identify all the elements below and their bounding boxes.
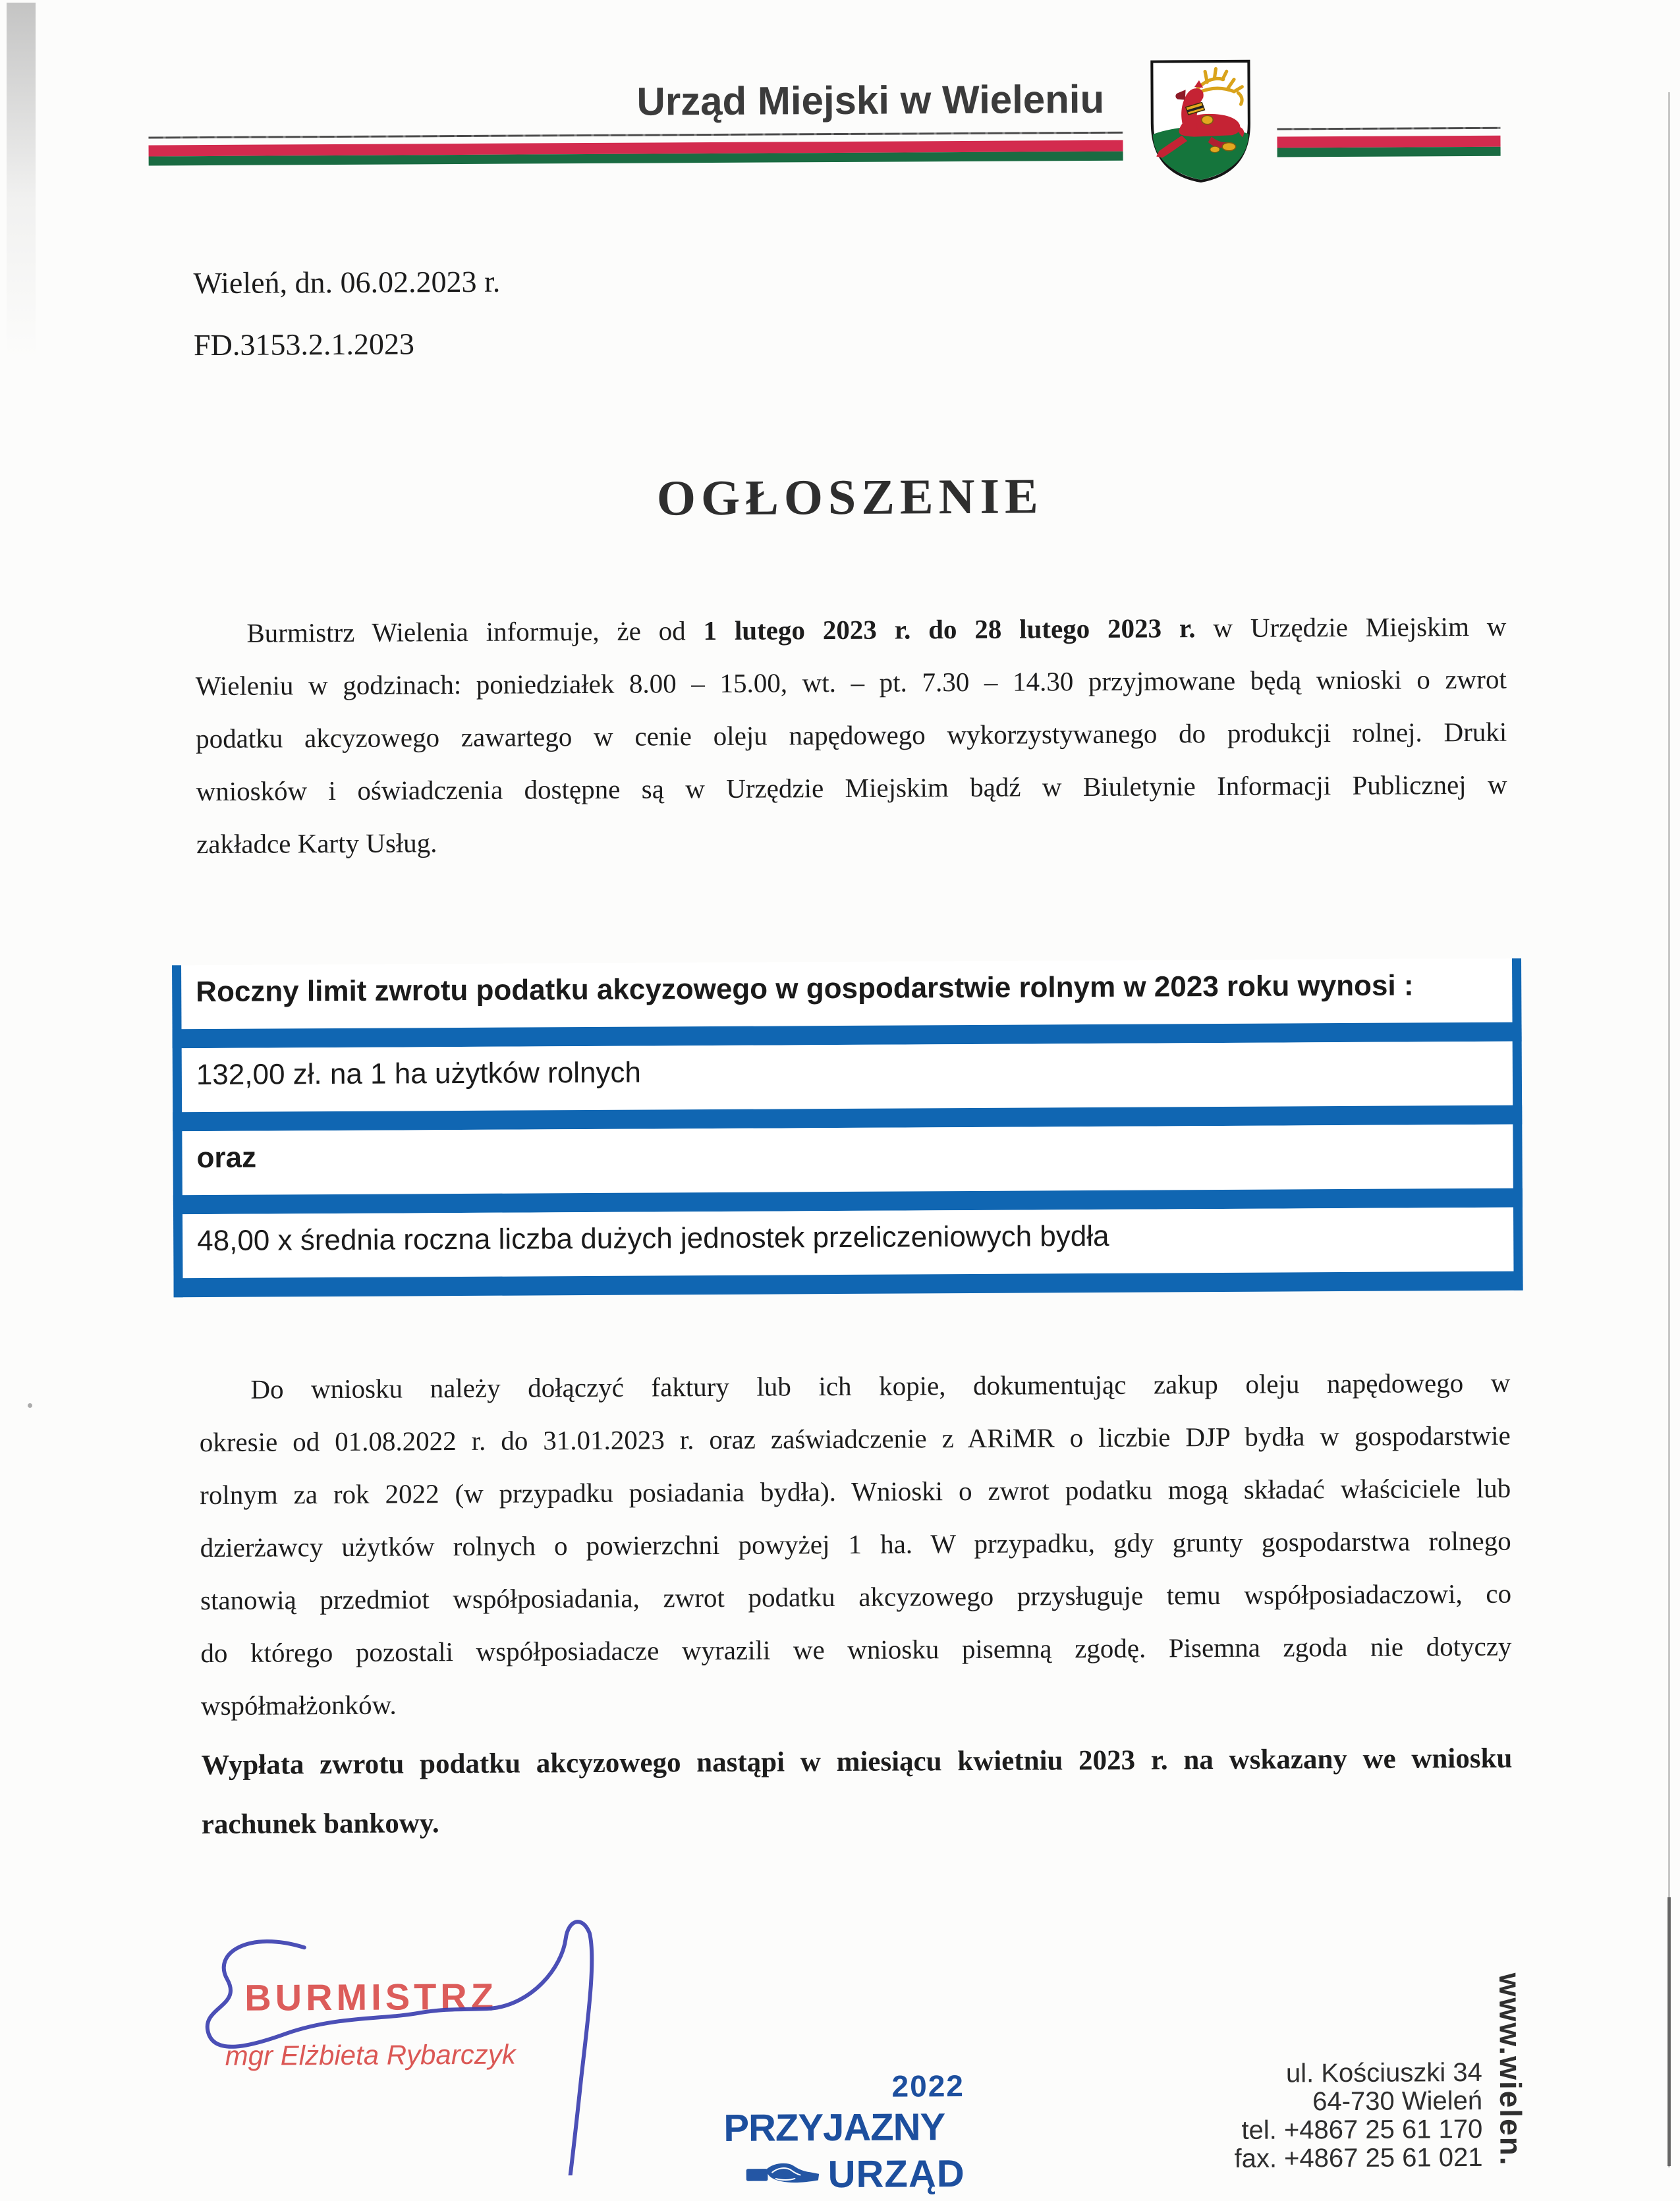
limit-table-row: 48,00 x średnia roczna liczba dużych jednostek przeliczeniowych bydła — [182, 1208, 1513, 1279]
text-line: rolnym za rok 2022 (w przypadku posiadania bydła). Wnioski o zwrot podatku mogą składać właściciele lub — [200, 1472, 1511, 1511]
limit-table-row: oraz — [182, 1125, 1513, 1196]
table-left-bar — [172, 965, 183, 1297]
text-line: podatku akcyzowego zawartego w cenie oleju napędowego wykorzystywanego do produkcji rolnej. Druki — [196, 716, 1507, 754]
limit-table-row: Roczny limit zwrotu podatku akcyzowego w gospodarstwie rolnym w 2023 roku wynosi : — [181, 959, 1512, 1030]
stamp-name: mgr Elżbieta Rybarczyk — [225, 2038, 516, 2071]
header-green-stripe — [1277, 147, 1501, 157]
stamp-title: BURMISTRZ — [244, 1975, 498, 2019]
limit-table-row: 132,00 zł. na 1 ha użytków rolnych — [182, 1042, 1513, 1113]
page-title: OGŁOSZENIE — [656, 468, 1044, 526]
scan-edge-line — [1668, 92, 1670, 2167]
address-line: fax. +4867 25 61 021 — [1234, 2142, 1483, 2173]
header-red-stripe — [1277, 136, 1500, 148]
scan-edge-line-dark — [1667, 1897, 1671, 2166]
text-line: do którego pozostali współposiadacze wyrazili we wniosku pisemną zgodę. Pisemna zgoda nie dotyczy — [200, 1630, 1512, 1669]
text-line: Wieleniu w godzinach: poniedziałek 8.00 – 15.00, wt. – pt. 7.30 – 14.30 przyjmowane będą wnioski o zwrot — [195, 663, 1507, 702]
address-line: 64-730 Wieleń — [1312, 2086, 1483, 2117]
reference-number: FD.3153.2.1.2023 — [193, 327, 415, 362]
scan-dot-artifact — [28, 1403, 32, 1408]
text-line: stanowią przedmiot współposiadania, zwrot podatku akcyzowego przysługuje temu współposiadaczowi, co — [200, 1578, 1512, 1616]
address-line: ul. Kościuszki 34 — [1285, 2057, 1482, 2088]
text-line: Wypłata zwrotu podatku akcyzowego nastąpi w miesiącu kwietniu 2023 r. na wskazany we wniosku — [201, 1742, 1513, 1781]
place-date-line: Wieleń, dn. 06.02.2023 r. — [193, 264, 501, 300]
scan-streak-top-left — [7, 3, 36, 358]
coat-of-arms — [1146, 57, 1255, 186]
text-line: rachunek bankowy. — [201, 1808, 439, 1841]
website-vertical-text: www.wielen. — [1493, 1972, 1528, 2167]
limit-table-rows — [172, 959, 1523, 1298]
limit-table — [172, 959, 1523, 1298]
text-line: współmałżonków. — [200, 1689, 397, 1721]
paragraph-payout — [201, 1729, 1513, 1854]
office-name: Urząd Miejski w Wieleniu — [636, 76, 1105, 124]
text-line: zakładce Karty Usług. — [196, 827, 437, 860]
address-line: tel. +4867 25 61 170 — [1241, 2114, 1483, 2145]
award-logo — [704, 2068, 965, 2197]
text-line: dzierżawcy użytków rolnych o powierzchni powyżej 1 ha. W przypadku, gdy grunty gospodarstwa rolnego — [200, 1525, 1511, 1563]
text-line: Burmistrz Wielenia informuje, że od 1 lutego 2023 r. do 28 lutego 2023 r. w Urzędzie Miejskim w — [246, 611, 1507, 648]
award-line2: URZĄD — [827, 2152, 965, 2196]
text-line: okresie od 01.08.2022 r. do 31.01.2023 r. oraz zaświadczenie z ARiMR o liczbie DJP bydła w gospodarstwie — [199, 1420, 1511, 1458]
text-line: wniosków i oświadczenia dostępne są w Urzędzie Miejskim bądź w Biuletynie Informacji Publicznej w — [196, 769, 1507, 807]
award-year: 2022 — [891, 2069, 965, 2103]
table-right-bar — [1512, 959, 1523, 1291]
address-block — [1165, 2059, 1483, 2174]
handwritten-signature — [188, 1899, 651, 2178]
award-line1: PRZYJAZNY — [723, 2105, 945, 2150]
header-rule-left — [148, 132, 1123, 167]
text-line: Do wniosku należy dołączyć faktury lub ich kopie, dokumentując zakup oleju napędowego w — [250, 1367, 1511, 1405]
handshake-icon — [746, 2152, 822, 2192]
paragraph-requirements — [199, 1356, 1512, 1732]
header-rule-right — [1277, 127, 1500, 159]
paragraph-intro — [195, 600, 1507, 870]
